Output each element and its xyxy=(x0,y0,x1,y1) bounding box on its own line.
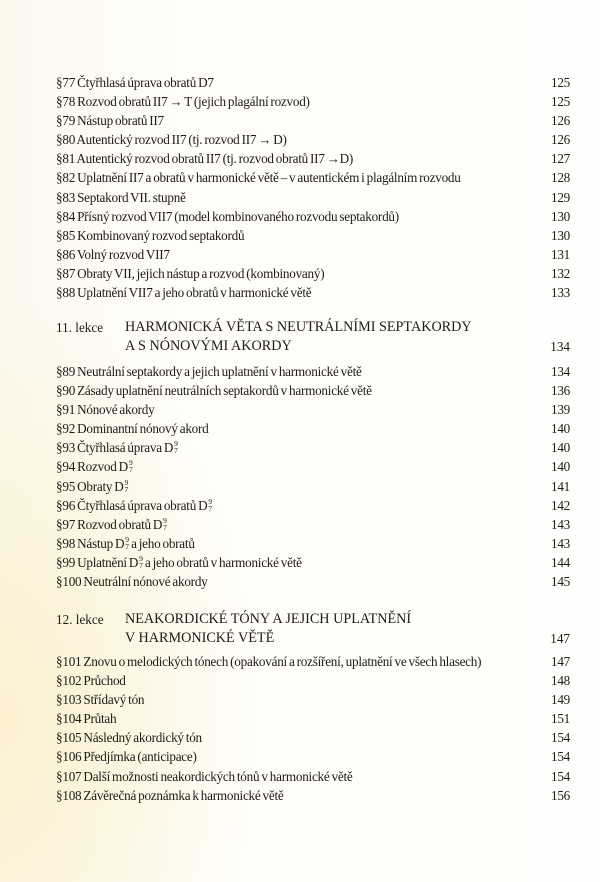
toc-entry-title xyxy=(56,572,542,591)
toc-entry-label: §106 Předjímka (anticipace) xyxy=(56,749,197,765)
toc-entry xyxy=(56,728,570,747)
toc-entry-title xyxy=(56,438,542,457)
lesson-title-line2: V HARMONICKÉ VĚTĚ xyxy=(125,630,275,646)
toc-entry xyxy=(56,149,570,168)
toc-entry-label: §80 Autentický rozvod II7 (tj. rozvod II7 → D) xyxy=(56,132,287,148)
chord-superscript: 9 xyxy=(139,553,143,563)
toc-entry-label: §77 Čtyřhlasá úprava obratů D7 xyxy=(56,75,214,90)
toc-entry-title xyxy=(56,149,542,168)
toc-entry-title xyxy=(56,553,542,572)
toc-sections-89-100 xyxy=(56,362,570,591)
page-number: 141 xyxy=(550,478,570,494)
toc-entry-title xyxy=(56,709,542,728)
toc-entry xyxy=(56,130,570,149)
chord-superscript: 9 xyxy=(128,458,133,468)
page-number: 130 xyxy=(550,208,570,224)
toc-entry-title xyxy=(56,207,542,226)
page-number: 131 xyxy=(550,246,570,262)
chord-superscript: 9 xyxy=(174,439,178,449)
page-number: 144 xyxy=(550,554,570,570)
toc-entry xyxy=(56,381,570,400)
page-number: 142 xyxy=(550,497,570,513)
toc-entry-label: §98 Nástup xyxy=(56,535,115,551)
page-number: 134 xyxy=(550,364,570,379)
toc-entry-label: §85 Kombinovaný rozvod septakordů xyxy=(56,227,245,243)
toc-sections-77-88 xyxy=(56,73,570,302)
toc-entry-title xyxy=(56,362,542,381)
chord-superscript: 9 xyxy=(125,534,130,544)
chord-base: D xyxy=(152,516,163,532)
toc-entry-title xyxy=(56,400,542,419)
toc-entry-label: §102 Průchod xyxy=(56,673,126,689)
toc-entry xyxy=(56,362,570,381)
toc-entry xyxy=(56,786,570,805)
toc-entry-label: §95 Obraty xyxy=(56,478,115,494)
toc-entry-title xyxy=(56,515,542,534)
toc-entry xyxy=(56,73,570,92)
page-number: 154 xyxy=(550,768,570,784)
chord-subscript: 7 xyxy=(124,484,129,494)
page-number: 156 xyxy=(550,787,570,803)
chord-subscript: 7 xyxy=(139,560,143,570)
toc-entry xyxy=(56,747,570,766)
toc-entry xyxy=(56,477,570,496)
toc-entry-label: §103 Střídavý tón xyxy=(56,692,145,708)
chord-base: D xyxy=(198,497,208,513)
chord-symbol xyxy=(115,534,129,553)
toc-entry xyxy=(56,515,570,534)
toc-entry-title xyxy=(56,786,542,805)
chord-symbol xyxy=(164,438,178,457)
toc-entry-label: §78 Rozvod obratů II7 → T (jejich plagální rozvod) xyxy=(56,94,310,110)
toc-entry-label: §90 Zásady uplatnění neutrálních septakordů v harmonické větě xyxy=(56,383,372,399)
toc-entry-label: §108 Závěrečná poznámka k harmonické větě xyxy=(56,787,284,803)
chord-index-stack xyxy=(208,498,212,512)
page-number: 154 xyxy=(550,749,570,765)
toc-entry xyxy=(56,111,570,130)
page-number: 126 xyxy=(550,113,570,129)
chord-index-stack xyxy=(125,479,129,493)
toc-entry-label: §104 Průtah xyxy=(56,711,117,727)
toc-entry xyxy=(56,690,570,709)
toc-entry-label: §84 Přísný rozvod VII7 (model kombinovaného rozvodu septakordů) xyxy=(56,208,399,224)
chord-index-stack xyxy=(174,440,178,454)
toc-entry xyxy=(56,534,570,553)
chord-subscript: 7 xyxy=(208,503,213,513)
toc-entry-title xyxy=(56,496,542,515)
page-number: 151 xyxy=(550,711,570,727)
page-number: 130 xyxy=(550,227,570,243)
page-number: 133 xyxy=(550,285,570,301)
lesson-title xyxy=(125,610,570,648)
toc-entry-label: §92 Dominantní nónový akord xyxy=(56,421,209,437)
lesson-number: 11. lekce xyxy=(56,320,104,335)
lesson-12-heading xyxy=(56,610,570,648)
page-number: 128 xyxy=(550,170,570,186)
page-number: 129 xyxy=(550,189,570,205)
page-number: 145 xyxy=(550,574,570,590)
toc-sections-101-108 xyxy=(56,652,570,805)
toc-entry xyxy=(56,572,570,591)
toc-entry-title xyxy=(56,419,542,438)
chord-subscript: 7 xyxy=(125,541,130,551)
toc-entry-label: §86 Volný rozvod VII7 xyxy=(56,246,170,262)
toc-entry-title xyxy=(56,283,542,302)
toc-entry xyxy=(56,207,570,226)
chord-base: D xyxy=(118,459,128,475)
toc-entry-title xyxy=(56,73,542,92)
lesson-title xyxy=(125,318,570,356)
lesson-title-line2: A S NÓNOVÝMI AKORDY xyxy=(125,338,292,354)
toc-entry xyxy=(56,264,570,283)
chord-index-stack xyxy=(163,517,167,531)
toc-entry-label: §96 Čtyřhlasá úprava obratů xyxy=(56,497,199,513)
chord-subscript: 7 xyxy=(128,465,133,475)
toc-entry-title xyxy=(56,92,542,111)
toc-entry-title xyxy=(56,690,542,709)
toc-entry xyxy=(56,709,570,728)
page-number: 140 xyxy=(550,440,570,456)
toc-entry xyxy=(56,245,570,264)
toc-entry-label: §101 Znovu o melodických tónech (opakování a rozšíření, uplatnění ve všech hlasech) xyxy=(56,654,482,669)
toc-entry xyxy=(56,457,570,476)
toc-entry-label: §91 Nónové akordy xyxy=(56,402,155,418)
toc-entry xyxy=(56,438,570,457)
toc-entry-title xyxy=(56,652,542,671)
toc-entry-label: §87 Obraty VII, jejich nástup a rozvod (kombinovaný) xyxy=(56,265,325,281)
toc-entry-label-after: a jeho obratů v harmonické větě xyxy=(142,554,302,570)
toc-entry xyxy=(56,283,570,302)
chord-symbol xyxy=(153,515,167,534)
toc-entry xyxy=(56,226,570,245)
page-number: 140 xyxy=(550,421,570,437)
chord-base: D xyxy=(128,554,139,570)
chord-superscript: 9 xyxy=(163,515,167,525)
lesson-11-heading xyxy=(56,318,570,356)
page-number: 125 xyxy=(550,75,570,90)
toc-entry xyxy=(56,671,570,690)
page-number: 147 xyxy=(550,654,570,669)
chord-symbol xyxy=(129,553,143,572)
chord-base: D xyxy=(115,535,125,551)
toc-entry-label: §88 Uplatnění VII7 a jeho obratů v harmonické větě xyxy=(56,285,312,301)
lesson-title-line1: HARMONICKÁ VĚTA S NEUTRÁLNÍMI SEPTAKORDY xyxy=(125,319,472,335)
toc-entry xyxy=(56,92,570,111)
toc-entry-title xyxy=(56,747,542,766)
toc-entry-title xyxy=(56,130,542,149)
toc-entry-label: §94 Rozvod xyxy=(56,459,119,475)
toc-entry-title xyxy=(56,381,542,400)
toc-entry xyxy=(56,652,570,671)
lesson-number: 12. lekce xyxy=(56,612,104,627)
toc-entry-label: §89 Neutrální septakordy a jejich uplatnění v harmonické větě xyxy=(56,364,362,379)
toc-entry-title xyxy=(56,168,542,187)
toc-entry-label: §97 Rozvod obratů xyxy=(56,516,153,532)
chord-superscript: 9 xyxy=(124,477,129,487)
toc-entry-label-after: a jeho obratů xyxy=(129,535,195,551)
toc-entry-label: §100 Neutrální nónové akordy xyxy=(56,574,208,590)
page-number: 125 xyxy=(550,94,570,110)
toc-entry-title xyxy=(56,264,542,283)
page-number: 143 xyxy=(550,535,570,551)
toc-entry xyxy=(56,168,570,187)
toc-entry-label: §83 Septakord VII. stupně xyxy=(56,189,186,205)
chord-subscript: 7 xyxy=(163,522,167,532)
toc-entry-title xyxy=(56,767,542,786)
toc-entry-title xyxy=(56,534,542,553)
toc-entry-title xyxy=(56,728,542,747)
chord-subscript: 7 xyxy=(174,446,178,456)
page-number: 136 xyxy=(550,383,570,399)
page-number: 148 xyxy=(550,673,570,689)
toc-entry xyxy=(56,400,570,419)
chord-base: D xyxy=(114,478,124,494)
page-number: 147 xyxy=(550,631,570,646)
page-number: 127 xyxy=(550,151,570,167)
toc-entry-title xyxy=(56,477,542,496)
chord-symbol xyxy=(114,477,128,496)
toc-entry-title xyxy=(56,671,542,690)
page-number: 139 xyxy=(550,402,570,418)
page-number: 140 xyxy=(550,459,570,475)
chord-symbol xyxy=(198,496,212,515)
page-number: 132 xyxy=(550,265,570,281)
page-number: 126 xyxy=(550,132,570,148)
page-number: 143 xyxy=(550,516,570,532)
page-number: 154 xyxy=(550,730,570,746)
toc-entry-label: §105 Následný akordický tón xyxy=(56,730,202,746)
toc-entry-label: §107 Další možnosti neakordických tónů v harmonické větě xyxy=(56,768,353,784)
chord-symbol xyxy=(119,457,133,476)
lesson-title-line1: NEAKORDICKÉ TÓNY A JEJICH UPLATNĚNÍ xyxy=(125,611,412,627)
toc-entry xyxy=(56,419,570,438)
page-number: 134 xyxy=(550,339,570,354)
toc-entry-title xyxy=(56,245,542,264)
toc-entry-title xyxy=(56,457,542,476)
toc-entry xyxy=(56,496,570,515)
toc-entry-title xyxy=(56,188,542,207)
toc-entry-label: §93 Čtyřhlasá úprava xyxy=(56,440,164,456)
toc-entry-title xyxy=(56,226,542,245)
toc-entry xyxy=(56,188,570,207)
toc-entry-label: §99 Uplatnění xyxy=(56,554,129,570)
chord-index-stack xyxy=(129,459,133,473)
page-number: 149 xyxy=(550,692,570,708)
toc-entry xyxy=(56,767,570,786)
toc-entry-label: §81 Autentický rozvod obratů II7 (tj. rozvod obratů II7 →D) xyxy=(56,151,354,167)
toc-entry xyxy=(56,553,570,572)
chord-base: D xyxy=(163,440,174,456)
toc-entry-label: §82 Uplatnění II7 a obratů v harmonické větě – v autentickém i plagálním rozvodu xyxy=(56,170,461,186)
toc-entry-label: §79 Nástup obratů II7 xyxy=(56,113,164,129)
chord-superscript: 9 xyxy=(208,496,213,506)
toc-entry-title xyxy=(56,111,542,130)
